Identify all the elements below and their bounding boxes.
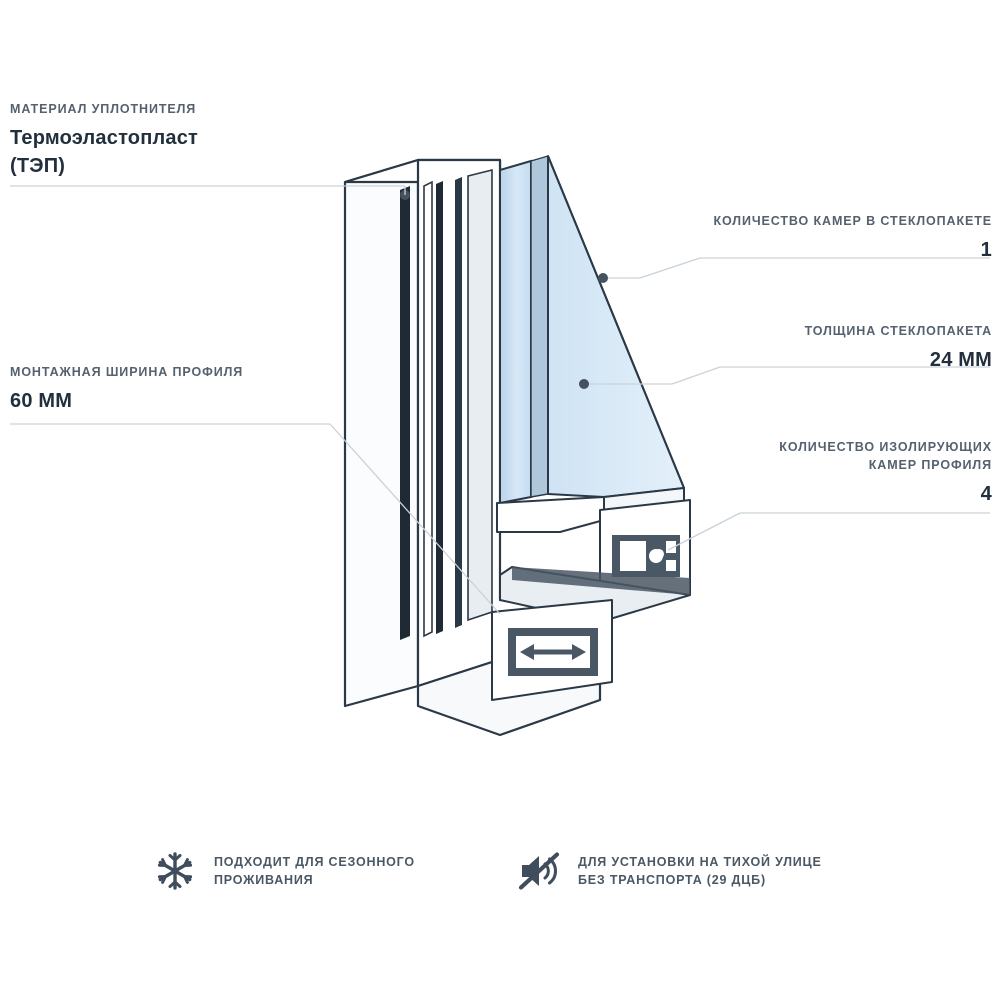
feature-seasonal-text xyxy=(214,853,415,889)
callout-glass-chambers-caption: КОЛИЧЕСТВО КАМЕР В СТЕКЛОПАКЕТЕ xyxy=(713,214,992,228)
callout-glass-chambers xyxy=(572,212,992,264)
feature-seasonal-line1: ПОДХОДИТ ДЛЯ СЕЗОННОГО xyxy=(214,855,415,869)
callout-seal-material-value-line1: Термоэластопласт xyxy=(10,127,199,149)
callout-seal-material xyxy=(10,100,340,180)
feature-quiet-street-line2: БЕЗ ТРАНСПОРТА (29 ДЦБ) xyxy=(578,873,766,887)
callout-profile-width-caption: МОНТАЖНАЯ ШИРИНА ПРОФИЛЯ xyxy=(10,365,244,379)
callout-profile-chambers-caption-line2: КАМЕР ПРОФИЛЯ xyxy=(868,458,992,472)
feature-seasonal-line2: ПРОЖИВАНИЯ xyxy=(214,873,314,887)
feature-list xyxy=(0,836,1000,916)
callout-glass-thickness-value: 24 ММ xyxy=(929,349,992,371)
feature-seasonal xyxy=(152,848,415,894)
feature-quiet-street-text xyxy=(578,853,822,889)
callout-profile-chambers-value: 4 xyxy=(980,483,992,505)
callout-profile-width-value: 60 ММ xyxy=(10,390,73,412)
feature-quiet-street-line1: ДЛЯ УСТАНОВКИ НА ТИХОЙ УЛИЦЕ xyxy=(578,855,822,869)
callout-seal-material-caption: МАТЕРИАЛ УПЛОТНИТЕЛЯ xyxy=(10,102,197,116)
feature-quiet-street xyxy=(516,848,822,894)
callout-profile-chambers xyxy=(572,438,992,508)
snowflake-icon xyxy=(152,848,198,894)
callout-glass-chambers-value: 1 xyxy=(980,239,992,261)
callout-glass-thickness-caption: ТОЛЩИНА СТЕКЛОПАКЕТА xyxy=(804,324,992,338)
callout-seal-material-value-line2: (ТЭП) xyxy=(10,155,66,177)
callout-profile-chambers-caption-line1: КОЛИЧЕСТВО ИЗОЛИРУЮЩИХ xyxy=(779,440,992,454)
profile-width-arrow xyxy=(492,600,612,700)
muted-speaker-icon xyxy=(516,848,562,894)
callout-profile-width xyxy=(10,363,330,415)
callout-glass-thickness xyxy=(572,322,992,374)
